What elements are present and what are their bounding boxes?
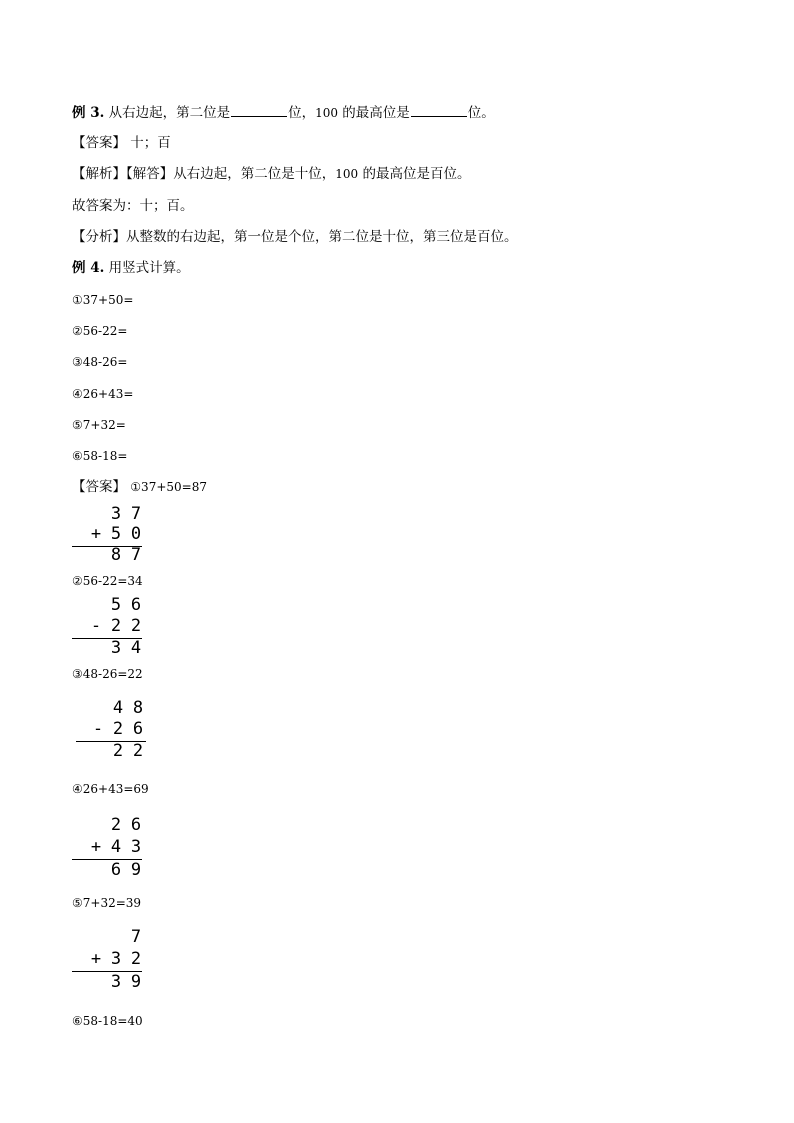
example-4-label: 例 4. bbox=[72, 260, 105, 276]
digit: 6 bbox=[132, 719, 144, 739]
example-3-text-b: 位， bbox=[288, 105, 316, 121]
example-4-answer bbox=[72, 478, 207, 496]
answer-1: ①37+50=87 bbox=[130, 480, 207, 494]
example-3-text-c: 的最高位是 bbox=[338, 105, 410, 121]
analysis-text-b: 的最高位是百位。 bbox=[358, 166, 471, 182]
example-4-answer-tag: 【答案】 bbox=[72, 479, 126, 495]
analysis-text-a: 从右边起，第二位是十位， bbox=[173, 166, 336, 182]
digit: 6 bbox=[110, 860, 122, 880]
digit: 7 bbox=[130, 927, 142, 947]
question-2: ②56-22= bbox=[72, 324, 128, 338]
example-3-label: 例 3. bbox=[72, 105, 105, 121]
example-3-text-d: 位。 bbox=[467, 105, 495, 121]
digit: 0 bbox=[130, 524, 142, 544]
digit: 3 bbox=[110, 972, 122, 992]
example-3-text-a: 从右边起，第二位是 bbox=[108, 105, 231, 121]
example-4-question bbox=[72, 259, 190, 277]
example-3-answer bbox=[72, 134, 171, 152]
answer-3: ③48-26=22 bbox=[72, 667, 143, 681]
answer-text: 十；百 bbox=[130, 135, 171, 151]
digit: 3 bbox=[110, 949, 122, 969]
digit: 4 bbox=[110, 837, 122, 857]
example-4-text: 用竖式计算。 bbox=[108, 260, 190, 276]
digit: 2 bbox=[130, 949, 142, 969]
digit: 2 bbox=[132, 741, 144, 761]
digit: 8 bbox=[110, 545, 122, 565]
digit: 5 bbox=[110, 595, 122, 615]
digit: 4 bbox=[130, 638, 142, 658]
answer-4: ④26+43=69 bbox=[72, 782, 149, 796]
digit: 9 bbox=[130, 860, 142, 880]
digit: 3 bbox=[130, 837, 142, 857]
digit: 6 bbox=[130, 815, 142, 835]
answer-blank-2[interactable] bbox=[411, 103, 467, 117]
operator: + bbox=[90, 949, 102, 969]
operator: - bbox=[92, 719, 104, 739]
answer-5: ⑤7+32=39 bbox=[72, 896, 142, 910]
question-6: ⑥58-18= bbox=[72, 449, 128, 463]
digit: 2 bbox=[130, 616, 142, 636]
digit: 3 bbox=[110, 638, 122, 658]
operator: + bbox=[90, 524, 102, 544]
example-3-analysis bbox=[72, 165, 470, 183]
answer-6: ⑥58-18=40 bbox=[72, 1014, 143, 1028]
digit: 7 bbox=[130, 545, 142, 565]
question-1: ①37+50= bbox=[72, 293, 134, 307]
answer-2: ②56-22=34 bbox=[72, 574, 143, 588]
analysis-number: 100 bbox=[335, 167, 359, 181]
example-3-question bbox=[72, 103, 495, 122]
operator: + bbox=[90, 837, 102, 857]
fenxi-tag: 【分析】 bbox=[72, 229, 126, 245]
digit: 4 bbox=[112, 698, 124, 718]
digit: 5 bbox=[110, 524, 122, 544]
digit: 7 bbox=[130, 504, 142, 524]
digit: 2 bbox=[112, 741, 124, 761]
digit: 3 bbox=[110, 504, 122, 524]
fenxi-text: 从整数的右边起，第一位是个位，第二位是十位，第三位是百位。 bbox=[126, 229, 518, 245]
example-3-fenxi bbox=[72, 228, 518, 246]
digit: 2 bbox=[110, 616, 122, 636]
analysis-tag: 【解析】 bbox=[72, 166, 126, 182]
answer-blank-1[interactable] bbox=[231, 103, 287, 117]
digit: 8 bbox=[132, 698, 144, 718]
question-3: ③48-26= bbox=[72, 355, 128, 369]
question-4: ④26+43= bbox=[72, 387, 134, 401]
solution-tag: 【解答】 bbox=[126, 166, 174, 182]
digit: 6 bbox=[130, 595, 142, 615]
example-3-number: 100 bbox=[315, 106, 338, 120]
digit: 9 bbox=[130, 972, 142, 992]
example-3-conclusion: 故答案为：十；百。 bbox=[72, 198, 194, 214]
digit: 2 bbox=[110, 815, 122, 835]
digit: 2 bbox=[112, 719, 124, 739]
question-5: ⑤7+32= bbox=[72, 418, 126, 432]
operator: - bbox=[90, 616, 102, 636]
answer-tag: 【答案】 bbox=[72, 135, 126, 151]
